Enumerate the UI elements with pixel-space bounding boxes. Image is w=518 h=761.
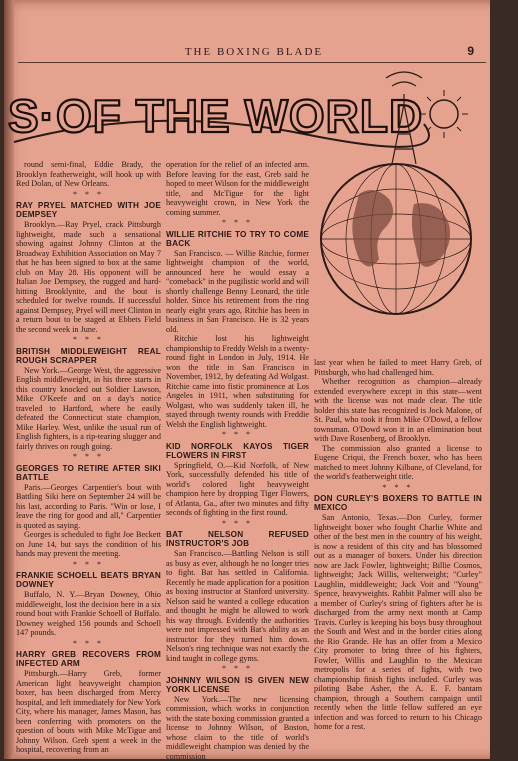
running-title: THE BOXING BLADE	[4, 46, 504, 58]
article-headline: JOHNNY WILSON IS GIVEN NEW YORK LICENSE	[166, 676, 309, 694]
article-paragraph: Georges is scheduled to fight Joe Beckett on June 14, but says the condition of his hands may prevent the meeting.	[16, 530, 161, 559]
article-paragraph: Springfield, O.—Kid Norfolk, of New York, successfully defended his title of world's colored light heavyweight champion here by dropping Tiger Flowers, of Atlanta, Ga., after two minutes and fifty seconds of fighting in the first round.	[166, 461, 309, 518]
page-number: 9	[467, 44, 474, 58]
article-headline: HARRY GREB RECOVERS FROM INFECTED ARM	[16, 650, 161, 668]
section-divider: * * *	[166, 218, 309, 228]
article-headline: KID NORFOLK KAYOS TIGER FLOWERS IN FIRST	[166, 442, 309, 460]
article-headline: GEORGES TO RETIRE AFTER SIKI BATTLE	[16, 464, 161, 482]
sun-icon	[420, 90, 468, 138]
article-column-2	[166, 160, 309, 750]
article-paragraph: Whether recognition as champion—already extended everywhere except in this state—went with the license was not made clear. The title holder this state has recognized is Jock Malone, of St. Paul, who took it from Mike O'Dowd, a fellow townsman. O'Dowd won it in an elimination bout with Dave Rosenberg, of Brooklyn.	[314, 377, 482, 444]
article-column-3	[314, 358, 482, 750]
article-paragraph: operation for the relief of an infected arm. Before leaving for the east, Greb said he hoped to meet Wilson for the middleweight title, and McTigue for the light heavyweight crown, in New York the coming summer.	[166, 160, 309, 217]
article-paragraph: last year when he failed to meet Harry Greb, of Pittsburgh, who had challenged him.	[314, 358, 482, 377]
globe-icon	[321, 164, 471, 314]
article-paragraph: Paris.—Georges Carpentier's bout with Battling Siki here on September 24 will be his last, according to Paris. "Win or lose, I leave the ring for good and all," Carpentier is quoted as saying.	[16, 483, 161, 531]
radio-tower-icon	[386, 72, 422, 164]
section-divider: * * *	[16, 190, 161, 200]
article-paragraph: round semi-final, Eddie Brady, the Brooklyn featherweight, will hook up with Red Dolan, of New Orleans.	[16, 160, 161, 189]
article-paragraph: The commission also granted a license to Eugene Criqui, the French boxer, who has been matched to meet Johnny Kilbane, of Cleveland, for the world's featherweight title.	[314, 444, 482, 482]
article-paragraph: San Francisco.—Battling Nelson is still as busy as ever, although he no longer tries to fight. Bat has settled in California. Recently he made application for a position as boxing instructor at Stanford university. Nelson said he wanted a college education and thought he might be allowed to work his way through. Evidently the authorities were not impressed with Bat's ability as an instructor for they turned him down. Nelson's ring technique was not exactly the kind taught in college gyms.	[166, 549, 309, 663]
section-divider: * * *	[16, 335, 161, 345]
section-divider: * * *	[314, 483, 482, 493]
article-headline: BAT NELSON REFUSED INSTRUCTOR'S JOB	[166, 530, 309, 548]
section-divider: * * *	[16, 560, 161, 570]
article-headline: FRANKIE SCHOELL BEATS BRYAN DOWNEY	[16, 571, 161, 589]
article-paragraph: San Antonio, Texas.—Don Curley, former lightweight boxer who fought Charlie White and other of the best men in the country of his weight, is now a resident of this city and has blossomed out as a manager of boxers. Under his direction now are Jack Fowler, lightweight; Billie Cosmos, lightweight; Jack Willis, welterweight; "Curley" Laughlin, middleweight; Jack Voit and "Young" Spence, heavyweights. Rabbit Palmer will also be a member of Curley's string of fighters after he is discharged from the army next month at Camp Travis. Curley is keeping his boys busy throughout the South and West and in the border cities along the Rio Grande. He has an offer from a Mexico City promoter to bring three of his fighters, Fowler, Willis and Laughlin to the Mexican metropolis for a series of fights, with two championship finish fights included. Curley was piloting Babe Asher, the A. E. F. bantam champion, through a Southern campaign until recently when the little fellow suffered an eye infection and was forced to return to his Chicago home for a rest.	[314, 513, 482, 732]
header-rule	[18, 62, 486, 63]
article-column-1	[16, 160, 161, 750]
section-divider: * * *	[166, 519, 309, 529]
article-paragraph: Brooklyn.—Ray Pryel, crack Pittsburgh lightweight, made such a sensational showing against Johnny Clinton at the Broadway Exhibition Association on May 7 that he has been signed to box at the same club on May 28. His opponent will be Italian Joe Dempsey, the rugged and hard-hitting Brooklynite, and the bout is scheduled for twelve rounds. If successful against Dempsey, Pryel will meet Clinton in a return bout to be staged at Ebbets Field the second week in June.	[16, 220, 161, 334]
magazine-page	[4, 0, 504, 759]
section-divider: * * *	[166, 430, 309, 440]
section-divider: * * *	[16, 452, 161, 462]
article-headline: BRITISH MIDDLEWEIGHT REAL ROUGH SCRAPPER	[16, 347, 161, 365]
article-paragraph: San Francisco. — Willie Ritchie, former lightweight champion of the world, announced here he would essay a "comeback" in the pugilistic world and will shortly challenge Benny Leonard, the title holder. Since his retirement from the ring nearly eight years ago, Ritchie has been in business in San Francisco. He is 32 years old.	[166, 249, 309, 335]
globe-illustration	[304, 64, 504, 356]
article-headline: DON CURLEY'S BOXERS TO BATTLE IN MEXICO	[314, 494, 482, 512]
article-headline: WILLIE RITCHIE TO TRY TO COME BACK	[166, 230, 309, 248]
section-divider: * * *	[16, 639, 161, 649]
article-paragraph: Buffalo, N. Y.—Bryan Downey, Ohio middleweight, lost the decision here in a six round bout with Frankie Schoell of Buffalo. Downey weighed 156 pounds and Schoell 147 pounds.	[16, 590, 161, 638]
article-headline: RAY PRYEL MATCHED WITH JOE DEMPSEY	[16, 201, 161, 219]
article-paragraph: Ritchie lost his lightweight championship to Freddy Welsh in a twenty-round fight in London in July, 1914. He won the title in San Francisco in November, 1912, by defeating Ad Wolgast. Ritchie came into fistic prominence at Los Angeles in 1911, when substituting for Wolgast, who was suddenly taken ill, he stayed through twenty rounds with Freddie Welsh the English lightweight.	[166, 334, 309, 429]
article-paragraph: New York.—The new licensing commission, which works in conjunction with the state boxing commission granted a license to Johnny Wilson, of Boston, whose claim to the title of world's middleweight champion was denied by the commission	[166, 695, 309, 761]
article-paragraph: Pittsburgh.—Harry Greb, former American light heavyweight champion boxer, has been discharged from Mercy hospital, and left immediately for New York City, where his manager, James Mason, has been conferring with promoters on the question of bouts with Mike McTigue and Johnny Wilson. Greb spent a week in the hospital, recovering from an	[16, 669, 161, 755]
banner-title: S·OF THE WORLD	[8, 90, 423, 142]
article-paragraph: New York.—George West, the aggressive English middleweight, in his three starts in this country knocked out Soldier Lawson, Mike O'Keefe and on a day's notice traveled to Hartford, where he easily defeated the Connecticut state champion, Mike Harley. West, unlike the usual run of English fighters, is a rip-tearing slugger and fairly thrives on rough going.	[16, 366, 161, 452]
section-divider: * * *	[166, 664, 309, 674]
